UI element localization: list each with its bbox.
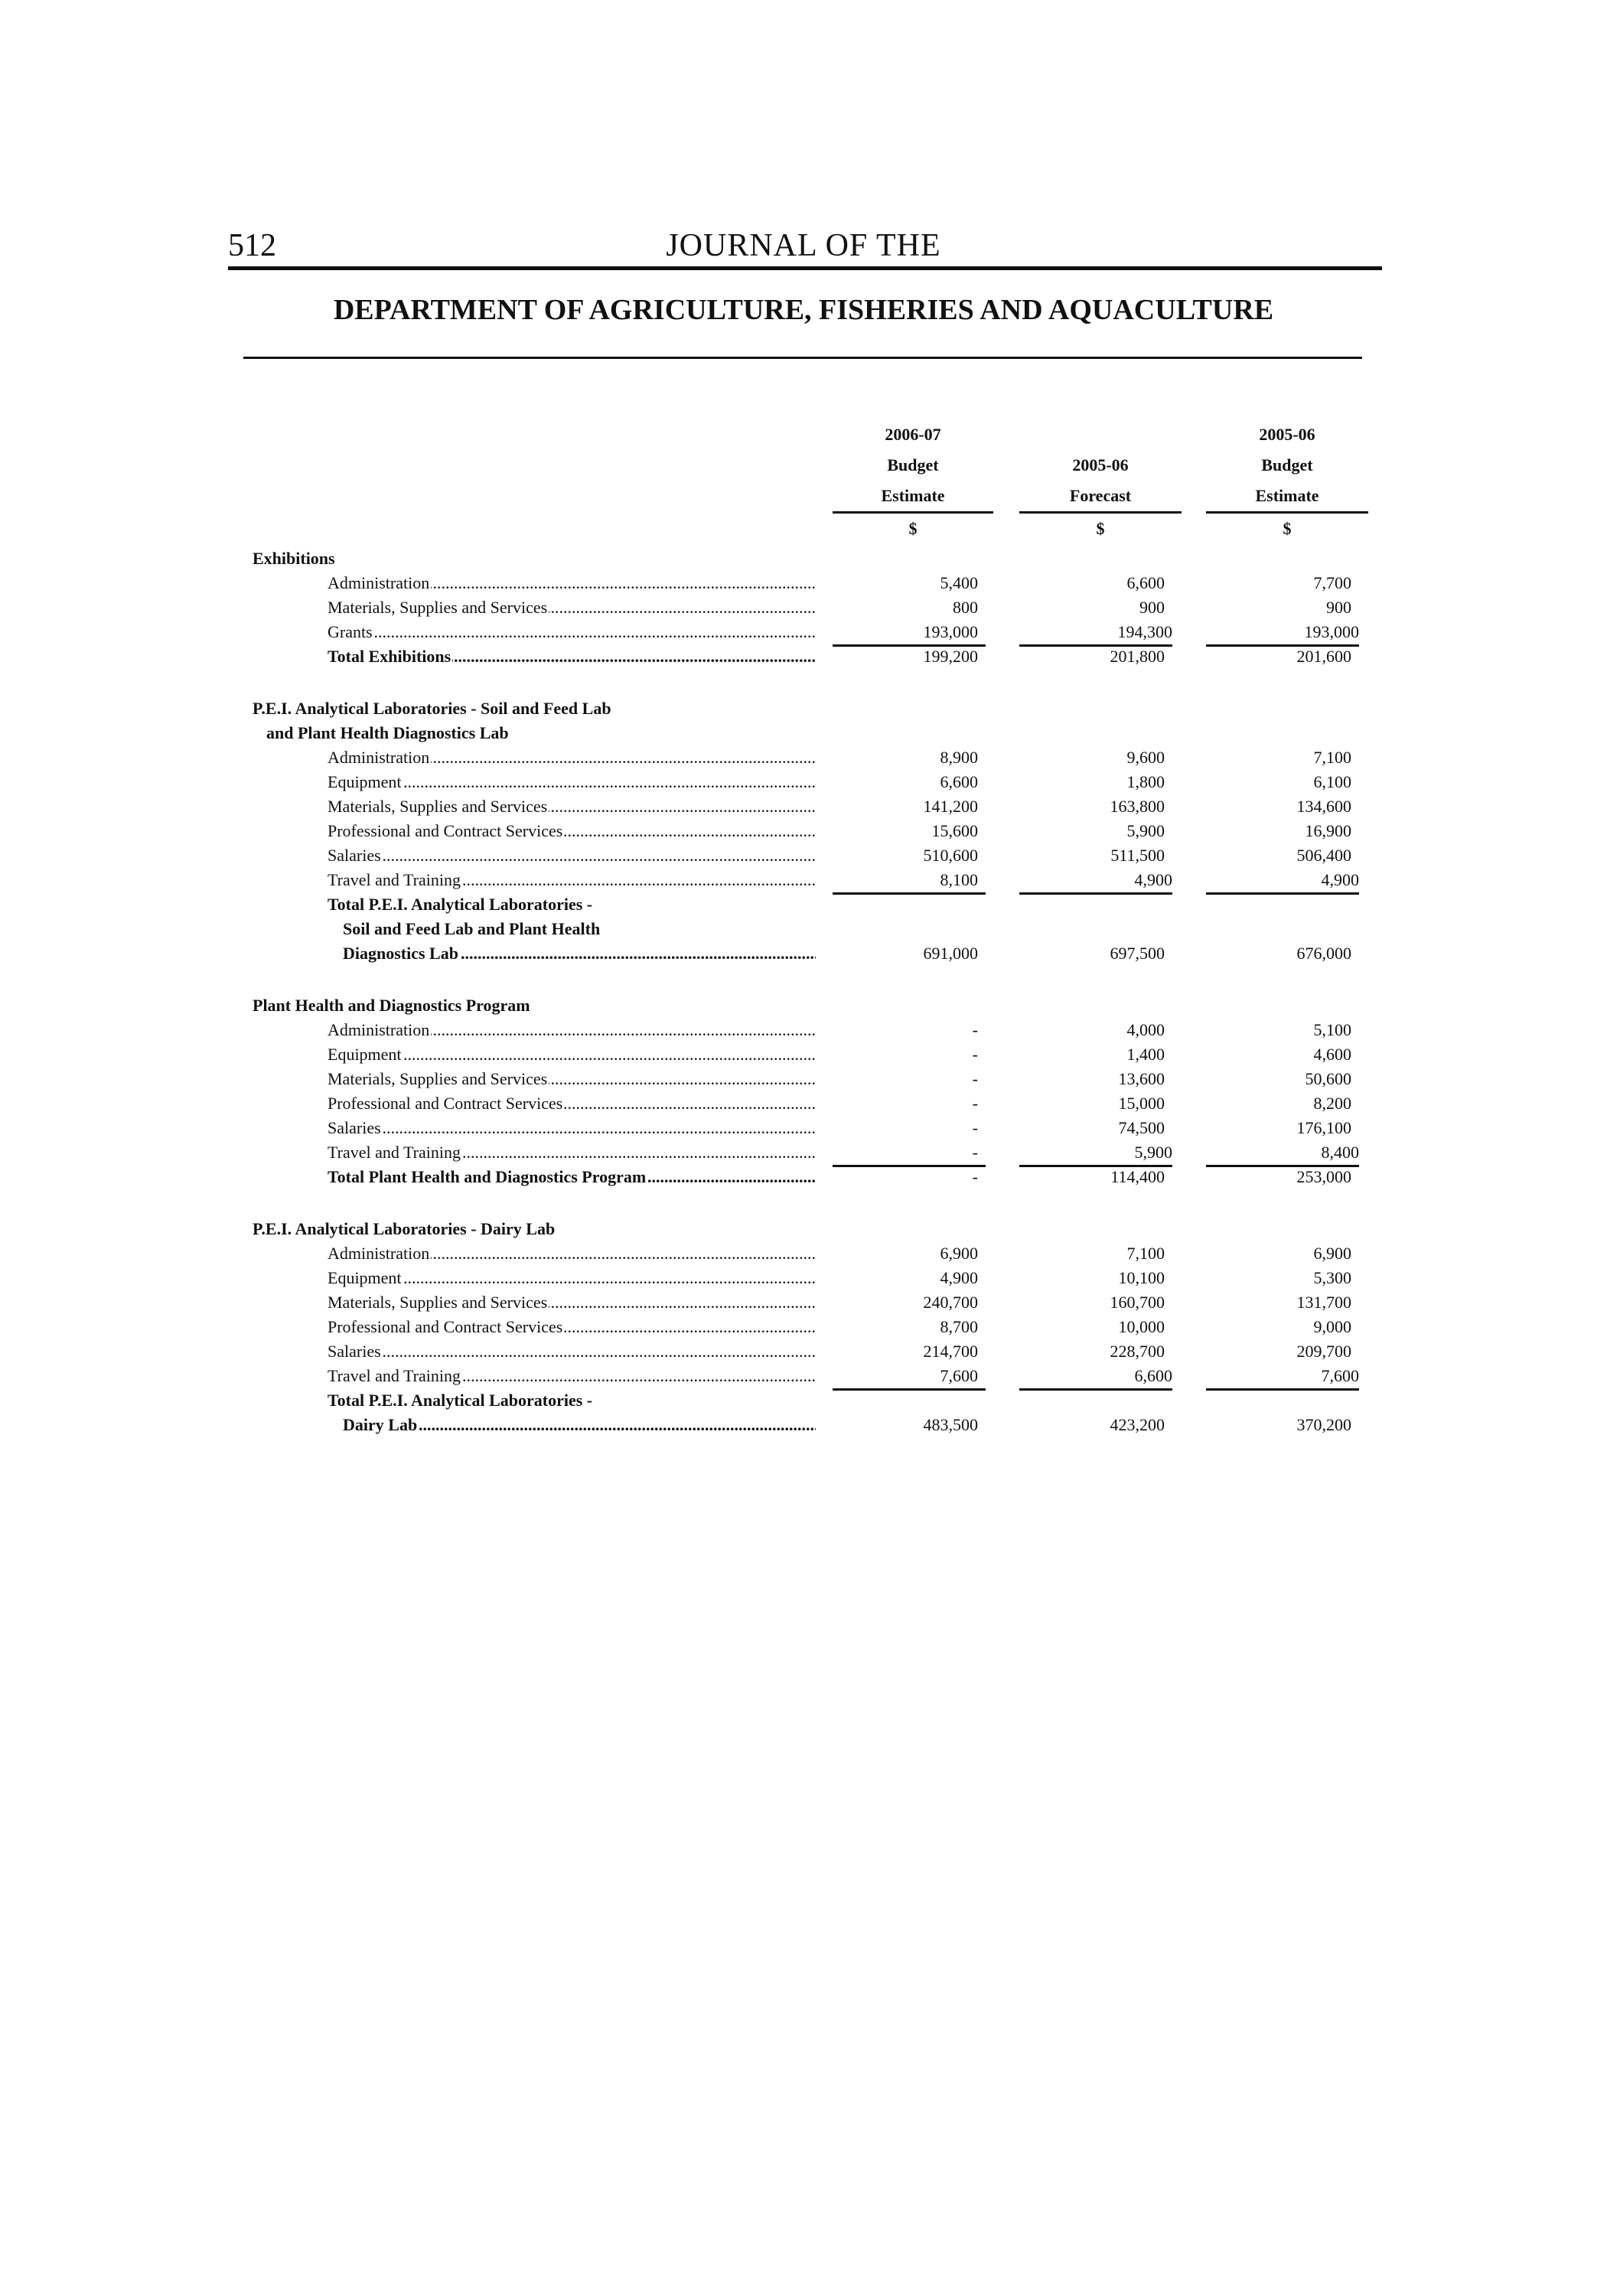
column-header-line: 2005-06 <box>1072 455 1129 475</box>
value-2005-06: 134,600 <box>1296 797 1351 816</box>
value-2005-06: 9,000 <box>1313 1317 1351 1336</box>
row-label: Materials, Supplies and Services <box>328 1293 548 1312</box>
running-head: JOURNAL OF THE <box>666 228 941 263</box>
value-forecast: 10,100 <box>1118 1268 1165 1287</box>
section-heading-label: and Plant Health Diagnostics Lab <box>266 723 509 742</box>
total-2005-06: 676,000 <box>1296 944 1351 963</box>
total-label: Total Plant Health and Diagnostics Program <box>328 1167 647 1186</box>
value-2006-07: 240,700 <box>923 1293 978 1312</box>
table-row <box>0 1339 1607 1364</box>
table-row <box>0 745 1607 770</box>
total-forecast: 697,500 <box>1110 944 1165 963</box>
value-2006-07: 193,000 <box>833 620 986 647</box>
row-label: Salaries <box>328 846 381 865</box>
value-forecast: 5,900 <box>1019 1140 1172 1167</box>
table-row <box>0 595 1607 620</box>
value-2005-06: 7,600 <box>1206 1364 1359 1391</box>
section-heading <box>0 546 1607 571</box>
value-2005-06: 5,300 <box>1313 1268 1351 1287</box>
value-2005-06: 5,100 <box>1313 1020 1351 1039</box>
value-forecast: 10,000 <box>1118 1317 1165 1336</box>
column-header-line: 2005-06 <box>1259 425 1315 444</box>
table-row <box>0 1241 1607 1266</box>
row-label: Travel and Training <box>328 870 461 889</box>
row-label: Travel and Training <box>328 1143 461 1162</box>
total-row <box>0 644 1607 669</box>
row-label: Administration <box>328 1020 430 1039</box>
total-forecast: 114,400 <box>1110 1167 1165 1186</box>
value-2006-07: - <box>833 1140 986 1167</box>
value-2006-07: 4,900 <box>940 1268 978 1287</box>
table-row <box>0 1018 1607 1042</box>
value-forecast: 6,600 <box>1019 1364 1172 1391</box>
value-2006-07: - <box>972 1069 978 1088</box>
table-row <box>0 794 1607 819</box>
value-forecast: 4,900 <box>1019 868 1172 895</box>
section-heading <box>0 721 1607 745</box>
column-unit: $ <box>908 519 918 538</box>
value-forecast: 900 <box>1139 598 1165 617</box>
column-unit: $ <box>1283 519 1292 538</box>
value-forecast: 1,400 <box>1126 1045 1165 1064</box>
section-heading-label: P.E.I. Analytical Laboratories - Dairy Lab <box>253 1219 556 1238</box>
value-forecast: 160,700 <box>1110 1293 1165 1312</box>
value-2005-06: 4,600 <box>1313 1045 1351 1064</box>
row-label: Materials, Supplies and Services <box>328 797 548 816</box>
table-row <box>0 571 1607 595</box>
table-row <box>0 843 1607 868</box>
value-2006-07: 510,600 <box>923 846 978 865</box>
value-forecast: 9,600 <box>1126 748 1165 767</box>
total-row <box>0 941 1607 966</box>
value-2006-07: 7,600 <box>833 1364 986 1391</box>
value-forecast: 6,600 <box>1126 573 1165 592</box>
total-label: Dairy Lab <box>343 1415 418 1434</box>
value-2006-07: 6,900 <box>940 1244 978 1263</box>
value-2005-06: 193,000 <box>1206 620 1359 647</box>
row-label: Administration <box>328 748 430 767</box>
value-forecast: 7,100 <box>1126 1244 1165 1263</box>
value-2005-06: 8,400 <box>1206 1140 1359 1167</box>
table-row <box>0 868 1607 892</box>
total-2006-07: 691,000 <box>923 944 978 963</box>
row-label: Materials, Supplies and Services <box>328 1069 548 1088</box>
value-forecast: 74,500 <box>1118 1118 1165 1137</box>
column-header-line: Estimate <box>1206 481 1368 514</box>
value-forecast: 4,000 <box>1126 1020 1165 1039</box>
value-2005-06: 176,100 <box>1296 1118 1351 1137</box>
row-label: Travel and Training <box>328 1366 461 1385</box>
value-2006-07: 141,200 <box>923 797 978 816</box>
section-heading-label: Exhibitions <box>253 549 335 568</box>
value-2006-07: 214,700 <box>923 1342 978 1361</box>
value-forecast: 511,500 <box>1110 846 1165 865</box>
column-header-line: 2006-07 <box>885 425 941 444</box>
section-heading <box>0 1217 1607 1241</box>
value-2006-07: 5,400 <box>940 573 978 592</box>
total-forecast: 423,200 <box>1110 1415 1165 1434</box>
table-row <box>0 620 1607 644</box>
value-2006-07: 8,100 <box>833 868 986 895</box>
row-label: Administration <box>328 573 430 592</box>
value-2005-06: 50,600 <box>1305 1069 1351 1088</box>
value-forecast: 13,600 <box>1118 1069 1165 1088</box>
total-label: Soil and Feed Lab and Plant Health <box>343 919 601 938</box>
column-header-line: Forecast <box>1019 481 1182 514</box>
table-row <box>0 1116 1607 1140</box>
value-forecast: 1,800 <box>1126 772 1165 791</box>
value-forecast: 15,000 <box>1118 1094 1165 1113</box>
value-2005-06: 4,900 <box>1206 868 1359 895</box>
table-row <box>0 1091 1607 1116</box>
column-header-line: Budget <box>1261 455 1313 475</box>
total-2005-06: 201,600 <box>1296 647 1351 666</box>
row-label: Materials, Supplies and Services <box>328 598 548 617</box>
section-heading <box>0 993 1607 1018</box>
value-2006-07: - <box>972 1045 978 1064</box>
department-title: DEPARTMENT OF AGRICULTURE, FISHERIES AND AQUACULTURE <box>333 294 1274 326</box>
total-2005-06: 370,200 <box>1296 1415 1351 1434</box>
column-header-2006-07-estimate <box>833 419 993 544</box>
total-2006-07: 483,500 <box>923 1415 978 1434</box>
total-forecast: 201,800 <box>1110 647 1165 666</box>
value-forecast: 163,800 <box>1110 797 1165 816</box>
total-label-row <box>0 917 1607 941</box>
row-label: Equipment <box>328 1045 402 1064</box>
value-2006-07: - <box>972 1094 978 1113</box>
value-2005-06: 7,100 <box>1313 748 1351 767</box>
table-row <box>0 1315 1607 1339</box>
table-row <box>0 1042 1607 1067</box>
value-2006-07: 6,600 <box>940 772 978 791</box>
column-header-line: Estimate <box>833 481 993 514</box>
total-label-row <box>0 892 1607 917</box>
section-heading <box>0 696 1607 721</box>
row-label: Professional and Contract Services <box>328 1317 563 1336</box>
total-label: Diagnostics Lab <box>343 944 458 963</box>
section-heading-label: P.E.I. Analytical Laboratories - Soil and Feed Lab <box>253 699 611 718</box>
row-label: Professional and Contract Services <box>328 1094 563 1113</box>
column-header-2005-06-estimate <box>1206 419 1368 544</box>
value-2006-07: 800 <box>953 598 978 617</box>
value-2005-06: 506,400 <box>1296 846 1351 865</box>
table-row <box>0 1266 1607 1290</box>
page-number: 512 <box>228 228 276 263</box>
total-2006-07: 199,200 <box>923 647 978 666</box>
total-label: Total P.E.I. Analytical Laboratories - <box>328 1391 593 1410</box>
value-2005-06: 209,700 <box>1296 1342 1351 1361</box>
value-forecast: 228,700 <box>1110 1342 1165 1361</box>
value-2006-07: 15,600 <box>931 821 978 840</box>
value-2005-06: 16,900 <box>1305 821 1351 840</box>
column-header-line: Budget <box>887 455 939 475</box>
row-label: Grants <box>328 622 373 641</box>
total-row <box>0 1165 1607 1189</box>
value-2005-06: 6,100 <box>1313 772 1351 791</box>
row-label: Salaries <box>328 1118 381 1137</box>
value-2006-07: 8,700 <box>940 1317 978 1336</box>
value-forecast: 5,900 <box>1126 821 1165 840</box>
table-row <box>0 819 1607 843</box>
row-label: Salaries <box>328 1342 381 1361</box>
value-2005-06: 900 <box>1326 598 1351 617</box>
header-rule <box>228 266 1382 270</box>
row-label: Equipment <box>328 1268 402 1287</box>
table-row <box>0 1290 1607 1315</box>
total-2005-06: 253,000 <box>1296 1167 1351 1186</box>
row-label: Administration <box>328 1244 430 1263</box>
section-heading-label: Plant Health and Diagnostics Program <box>253 996 530 1015</box>
row-label: Equipment <box>328 772 402 791</box>
table-row <box>0 1140 1607 1165</box>
value-2006-07: - <box>972 1118 978 1137</box>
title-rule <box>243 357 1362 359</box>
value-2005-06: 6,900 <box>1313 1244 1351 1263</box>
total-label: Total Exhibitions <box>328 647 451 666</box>
value-2006-07: - <box>972 1020 978 1039</box>
value-2005-06: 131,700 <box>1296 1293 1351 1312</box>
value-2005-06: 7,700 <box>1313 573 1351 592</box>
table-row <box>0 770 1607 794</box>
column-header-2005-06-forecast <box>1019 450 1182 544</box>
total-row <box>0 1413 1607 1437</box>
total-label-row <box>0 1388 1607 1413</box>
total-2006-07: - <box>972 1167 978 1186</box>
value-2005-06: 8,200 <box>1313 1094 1351 1113</box>
row-label: Professional and Contract Services <box>328 821 563 840</box>
value-2006-07: 8,900 <box>940 748 978 767</box>
table-row <box>0 1067 1607 1091</box>
column-unit: $ <box>1096 519 1105 538</box>
value-forecast: 194,300 <box>1019 620 1172 647</box>
total-label: Total P.E.I. Analytical Laboratories - <box>328 895 593 914</box>
table-row <box>0 1364 1607 1388</box>
